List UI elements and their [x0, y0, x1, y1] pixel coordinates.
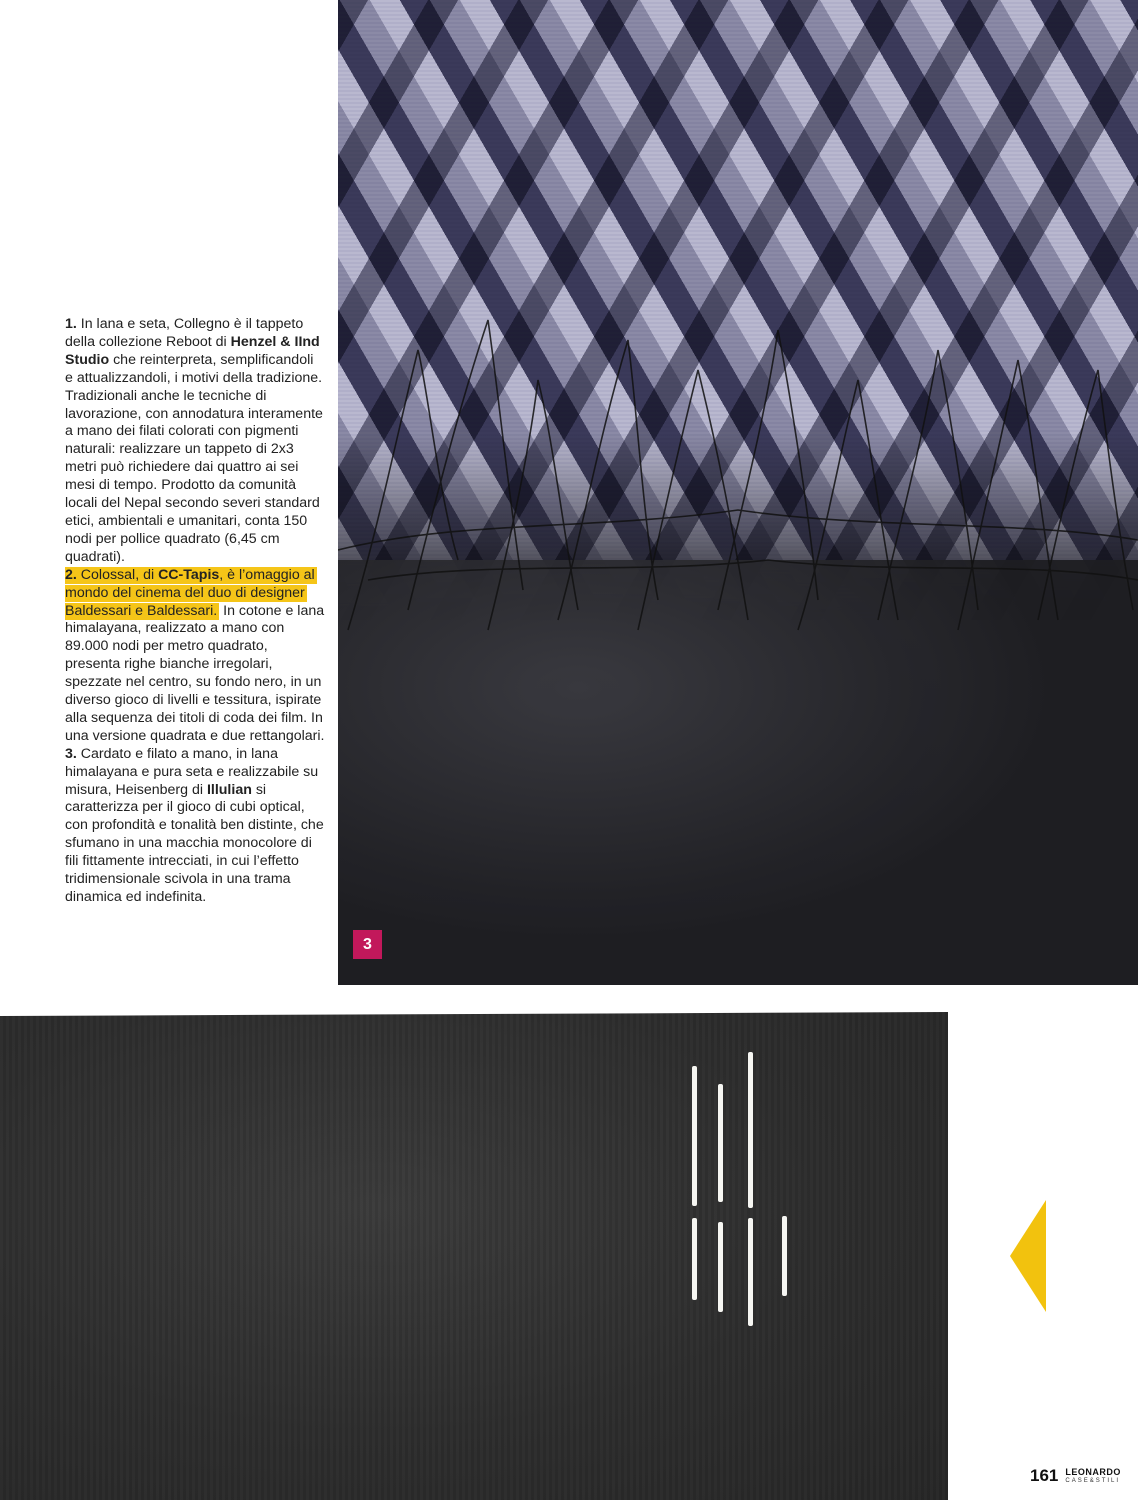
caption-number: 3. [65, 745, 77, 762]
page-number: 161 [1030, 1466, 1059, 1485]
white-stripe [692, 1066, 697, 1206]
caption-number: 2. [65, 566, 77, 583]
logo-subtitle: CASE&STILI [1065, 1478, 1121, 1484]
rug-texture [0, 1012, 948, 1500]
white-stripe [748, 1052, 753, 1208]
page-footer [1030, 1466, 1121, 1486]
white-stripe [718, 1084, 723, 1202]
article-text [65, 316, 325, 907]
white-stripe [748, 1218, 753, 1326]
caption-text: che reinterpreta, semplificandoli e attualizzandoli, i motivi della tradizione. Tradizionali anche le tecniche di lavorazione, con annodatura interamente a mano dei filati colorati con pigmenti naturali: realizzare un tappeto di 2x3 metri può richiedere dai quattro ai sei mesi di tempo. Prodotto da comunità locali del Nepal secondo severi standard etici, ambientali e umanitari, conta 150 nodi per pollice quadrato (6,45 cm quadrati). [65, 351, 323, 565]
thread-scribble [338, 230, 1138, 650]
caption-2 [65, 567, 325, 746]
caption-number: 1. [65, 316, 77, 332]
white-stripe [782, 1216, 787, 1296]
white-stripe [692, 1218, 697, 1300]
caption-text: si caratterizza per il gioco di cubi optical, con profondità e tonalità ben distinte, che sfumano in una macchia monocolore di fili fittamente intrecciati, in cui l’effetto tridimensionale scivola in una trama dinamica ed indefinita. [65, 781, 324, 905]
brand-name: Illulian [206, 781, 252, 798]
brand-name: Henzel & IInd Studio [65, 333, 320, 368]
caption-text: Colossal, di [76, 566, 159, 583]
rug-photo-colossal [0, 1012, 948, 1500]
logo-wordmark: LEONARDO [1065, 1467, 1121, 1477]
white-stripe [718, 1222, 723, 1312]
brand-name: CC-Tapis [158, 566, 220, 583]
rug-photo-heisenberg [338, 0, 1138, 985]
caption-1 [65, 316, 325, 567]
caption-text: Cardato e filato a mano, in lana himalayana e pura seta e realizzabile su misura, Heisenberg di [65, 745, 319, 798]
photo-number-badge: 3 [353, 930, 382, 959]
yellow-arrow-icon [1010, 1200, 1046, 1312]
caption-text: In cotone e lana himalayana, realizzato a mano con 89.000 nodi per metro quadrato, presenta righe bianche irregolari, spezzate nel centro, su fondo nero, in un diverso gioco di livelli e tessitura, ispirate alla sequenza dei titoli di coda dei film. In una versione quadrata e due rettangolari. [65, 602, 325, 744]
caption-3 [65, 746, 325, 907]
caption-text: In lana e seta, Collegno è il tappeto della collezione Reboot di [65, 316, 304, 350]
caption-text: , è l’omaggio al mondo del cinema del duo di designer Baldessari e Baldessari. [65, 566, 315, 619]
magazine-logo [1065, 1468, 1121, 1484]
